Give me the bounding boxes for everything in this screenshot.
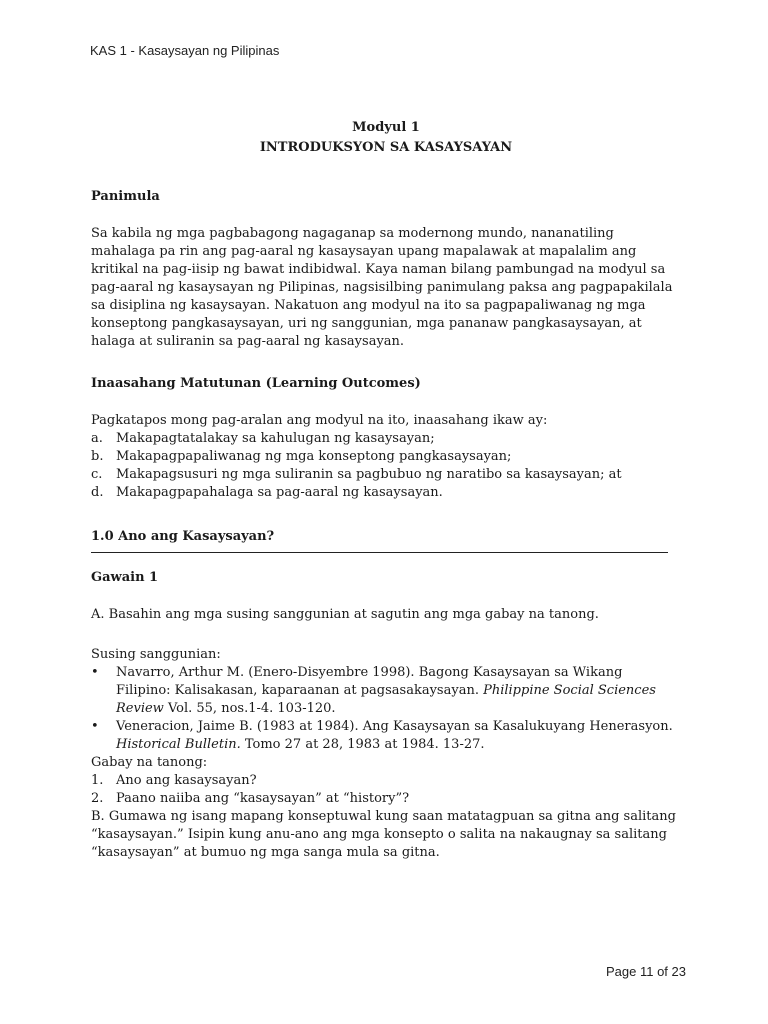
list-item-text: Makapagpapaliwanag ng mga konseptong pangkasaysayan; [116, 449, 512, 464]
question-number: 2. [91, 791, 104, 806]
bullet-marker: • [91, 665, 99, 680]
module-heading: INTRODUKSYON SA KASAYSAYAN [259, 140, 513, 155]
sources-label: Susing sanggunian: [91, 647, 221, 662]
module-number: Modyul 1 [352, 120, 420, 135]
question-number: 1. [91, 773, 104, 788]
panimula-heading: Panimula [91, 189, 160, 204]
source-citation: Veneracion, Jaime B. (1983 at 1984). Ang Kasaysayan sa Kasalukuyang Henerasyon. [116, 719, 673, 734]
list-item [91, 448, 681, 466]
source-journal: Historical Bulletin. [116, 737, 241, 752]
questions-list [91, 772, 681, 808]
module-title [91, 118, 681, 158]
source-journal: Philippine Social Sciences Review [116, 683, 656, 716]
list-item [91, 484, 681, 502]
source-volume: Vol. 55, nos.1-4. 103-120. [163, 701, 336, 716]
list-marker: b. [91, 449, 104, 464]
list-item-text: Makapagtatalakay sa kahulugan ng kasaysayan; [116, 431, 435, 446]
list-marker: a. [91, 431, 103, 446]
list-item-text: Makapagpapahalaga sa pag-aaral ng kasaysayan. [116, 485, 443, 500]
question-item [91, 772, 681, 790]
bullet-marker: • [91, 719, 99, 734]
gawain-heading: Gawain 1 [91, 570, 159, 585]
document-body [91, 118, 681, 862]
section-divider [91, 552, 668, 553]
section-1-heading: 1.0 Ano ang Kasaysayan? [91, 529, 275, 544]
source-text [116, 664, 681, 718]
page-header: KAS 1 - Kasaysayan ng Pilipinas [90, 43, 280, 58]
list-item [91, 430, 681, 448]
source-item [91, 664, 681, 718]
question-item [91, 790, 681, 808]
list-item-text: Makapagsusuri ng mga suliranin sa pagbubuo ng naratibo sa kasaysayan; at [116, 467, 622, 482]
questions-label: Gabay na tanong: [91, 755, 208, 770]
source-item [91, 718, 681, 754]
question-text: Paano naiiba ang “kasaysayan” at “history”? [116, 791, 410, 806]
panimula-paragraph: Sa kabila ng mga pagbabagong nagaganap sa modernong mundo, nananatiling mahalaga pa rin ang pag-aaral ng kasaysayan upang mapalawak at mapalalim ang kritikal na pag-iisip ng bawat indibidwal. Kaya naman bilang pambungad na modyul sa pag-aaral ng kasaysayan ng Pilipinas, nagsisilbing panimulang paksa ang pagpapakilala sa disiplina ng kasaysayan. Nakatuon ang modyul na ito sa pagpapaliwanag ng mga konseptong pangkasaysayan, uri ng sanggunian, mga pananaw pangkasaysayan, at halaga at suliranin sa pag-aaral ng kasaysayan. [91, 226, 673, 349]
list-item [91, 466, 681, 484]
page-number: Page 11 of 23 [606, 964, 686, 979]
source-volume: Tomo 27 at 28, 1983 at 1984. 13-27. [240, 737, 485, 752]
gawain-part-b: B. Gumawa ng isang mapang konseptuwal kung saan matatagpuan sa gitna ang salitang “kasaysayan.” Isipin kung anu-ano ang mga konsepto o salita na nakaugnay sa salitang “kasaysayan” at bumuo ng mga sanga mula sa gitna. [91, 809, 676, 860]
gawain-part-a: A. Basahin ang mga susing sanggunian at sagutin ang mga gabay na tanong. [91, 607, 599, 622]
list-marker: d. [91, 485, 104, 500]
list-marker: c. [91, 467, 103, 482]
sources-list [91, 664, 681, 754]
question-text: Ano ang kasaysayan? [116, 773, 257, 788]
outcomes-intro: Pagkatapos mong pag-aralan ang modyul na ito, inaasahang ikaw ay: [91, 413, 548, 428]
outcomes-heading: Inaasahang Matutunan (Learning Outcomes) [91, 376, 421, 391]
source-citation: Navarro, Arthur M. (Enero-Disyembre 1998). Bagong Kasaysayan sa Wikang Filipino: Kalisakasan, kaparaanan at pagsasakaysayan. [116, 665, 623, 698]
outcomes-list [91, 430, 681, 502]
source-text [116, 718, 681, 754]
